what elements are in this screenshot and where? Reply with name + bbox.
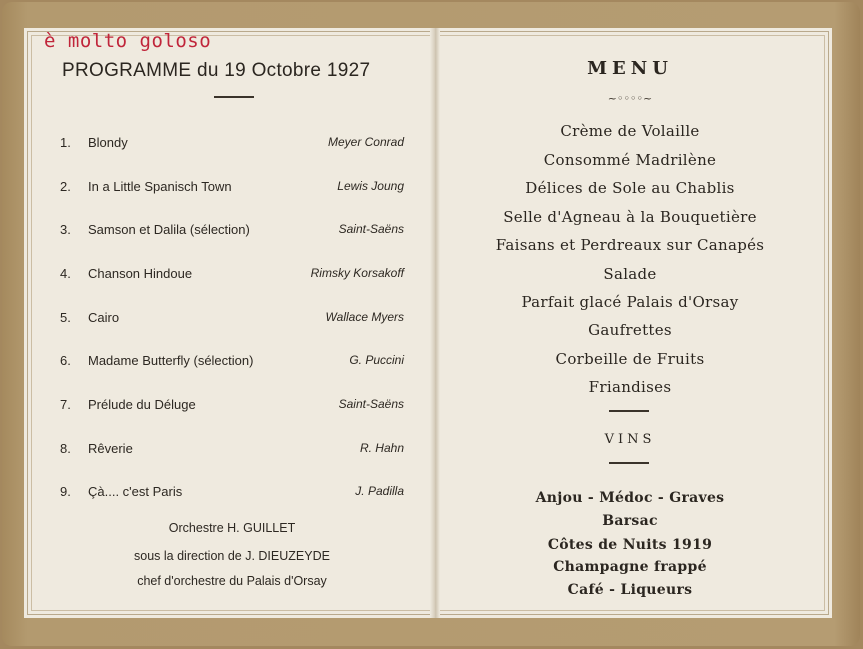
item-title: Blondy — [88, 135, 128, 150]
item-title: Çà.... c'est Paris — [88, 484, 183, 499]
item-composer: Wallace Myers — [325, 310, 404, 324]
item-title: Rêverie — [88, 441, 133, 456]
item-number: 3. — [60, 222, 71, 237]
menu-dish: Crème de Volaille — [560, 122, 700, 140]
vins-title: VINS — [604, 432, 656, 447]
item-number: 1. — [60, 135, 71, 150]
item-title: Prélude du Déluge — [88, 397, 196, 412]
item-title: Madame Butterfly (sélection) — [88, 353, 254, 368]
item-number: 9. — [60, 484, 71, 499]
menu-dish: Friandises — [588, 378, 672, 396]
card-fold — [430, 28, 440, 618]
vins-divider — [609, 462, 649, 464]
menu-dish: Délices de Sole au Chablis — [525, 179, 735, 197]
menu-dish: Corbeille de Fruits — [555, 350, 705, 368]
wine-item: Côtes de Nuits 1919 — [547, 537, 713, 553]
programme-item — [60, 179, 404, 199]
item-title: In a Little Spanisch Town — [88, 179, 232, 194]
programme-item — [60, 441, 404, 461]
item-composer: R. Hahn — [359, 441, 404, 455]
programme-item — [60, 397, 404, 417]
menu-divider — [609, 410, 649, 412]
item-number: 8. — [60, 441, 71, 456]
item-composer: Rimsky Korsakoff — [310, 266, 404, 280]
menu-dish: Gaufrettes — [588, 321, 672, 339]
wine-item: Barsac — [602, 513, 658, 529]
menu-dish: Faisans et Perdreaux sur Canapés — [495, 236, 765, 254]
item-composer: Saint-Saëns — [338, 222, 404, 236]
programme-divider — [214, 96, 254, 98]
item-number: 4. — [60, 266, 71, 281]
menu-dish: Parfait glacé Palais d'Orsay — [521, 293, 739, 311]
menu-title: MENU — [587, 58, 673, 79]
programme-item — [60, 310, 404, 330]
programme-title: PROGRAMME du 19 Octobre 1927 — [62, 60, 371, 81]
menu-dish: Consommé Madrilène — [543, 151, 717, 169]
menu-dish: Salade — [603, 265, 657, 283]
item-title: Cairo — [88, 310, 120, 325]
item-composer: J. Padilla — [355, 484, 404, 498]
item-number: 6. — [60, 353, 71, 368]
watermark-text: è molto goloso — [44, 30, 212, 52]
director-credit: sous la direction de J. DIEUZEYDE — [134, 549, 330, 563]
programme-item — [60, 135, 404, 155]
item-title: Chanson Hindoue — [88, 266, 193, 281]
item-composer: G. Puccini — [349, 353, 404, 367]
item-composer: Meyer Conrad — [327, 135, 404, 149]
item-composer: Lewis Joung — [337, 179, 404, 193]
programme-item — [60, 353, 404, 373]
menu-dish: Selle d'Agneau à la Bouquetière — [503, 208, 757, 226]
item-number: 2. — [60, 179, 71, 194]
wine-item: Champagne frappé — [553, 559, 707, 575]
item-number: 7. — [60, 397, 71, 412]
wine-item: Anjou - Médoc - Graves — [535, 490, 725, 506]
programme-item — [60, 266, 404, 286]
wine-item: Café - Liqueurs — [567, 582, 693, 598]
orchestra-credit: Orchestre H. GUILLET — [168, 521, 296, 535]
item-number: 5. — [60, 310, 71, 325]
item-title: Samson et Dalila (sélection) — [88, 222, 250, 237]
programme-item — [60, 484, 404, 504]
menu-ornament: ~◦◦◦◦~ — [607, 92, 653, 105]
programme-item — [60, 222, 404, 242]
item-composer: Saint-Saëns — [338, 397, 404, 411]
conductor-credit: chef d'orchestre du Palais d'Orsay — [137, 574, 327, 588]
